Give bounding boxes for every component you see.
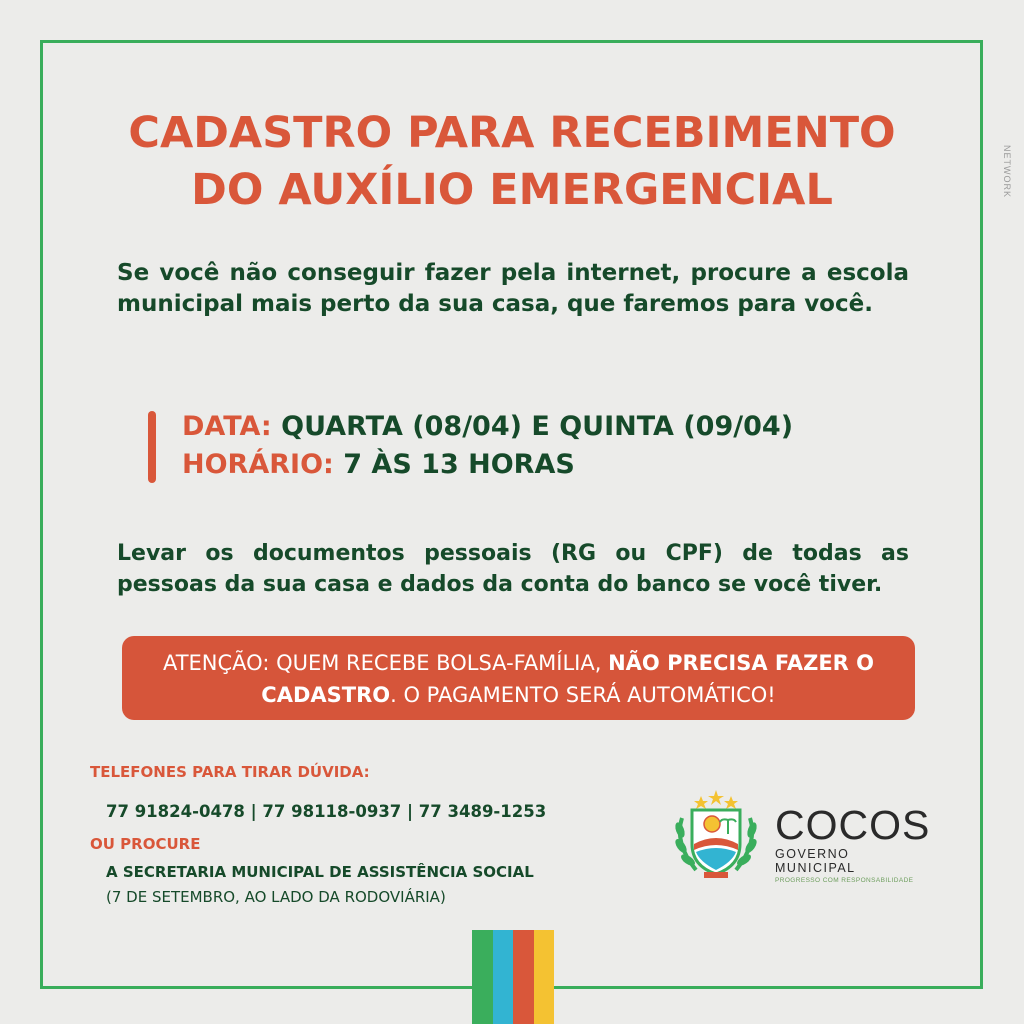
or-heading: OU PROCURE [90,835,201,853]
page-title [0,105,1024,219]
phone-numbers: 77 91824-0478 | 77 98118-0937 | 77 3489-1253 [106,802,547,821]
title-line-2: DO AUXÍLIO EMERGENCIAL [191,165,833,215]
date-value: QUARTA (08/04) E QUINTA (09/04) [281,411,794,442]
office-address: (7 DE SETEMBRO, AO LADO DA RODOVIÁRIA) [106,888,446,906]
alert-part-3: . O PAGAMENTO SERÁ AUTOMÁTICO! [390,683,776,707]
time-label: HORÁRIO: [182,449,334,480]
stripe-blue [493,930,514,1024]
logo-subtitle: GOVERNO MUNICIPAL [775,847,856,875]
schedule-accent-bar [148,411,156,483]
alert-part-1: ATENÇÃO: QUEM RECEBE BOLSA-FAMÍLIA, [162,651,602,675]
stripe-yellow [534,930,555,1024]
date-label: DATA: [182,411,272,442]
stripe-red [513,930,534,1024]
alert-part-2: NÃO PRECISA FAZER O CADASTRO [261,651,875,707]
phones-heading: TELEFONES PARA TIRAR DÚVIDA: [90,763,370,781]
office-name: A SECRETARIA MUNICIPAL DE ASSISTÊNCIA SOCIAL [106,863,534,881]
title-line-1: CADASTRO PARA RECEBIMENTO [128,108,896,158]
logo-name: COCOS [775,802,931,848]
side-watermark: NETWORK [1002,145,1012,198]
date-line [182,409,793,445]
crest-icon [668,788,764,882]
cocos-logo [775,802,931,884]
attention-banner [122,636,915,720]
stripe-green [472,930,493,1024]
time-value: 7 ÀS 13 HORAS [343,449,575,480]
logo-slogan: PROGRESSO COM RESPONSABILIDADE [775,877,914,884]
documents-text: Levar os documentos pessoais (RG ou CPF) de todas as pessoas da sua casa e dados da conta do banco se você tiver. [117,541,909,597]
intro-text: Se você não conseguir fazer pela internet, procure a escola municipal mais perto da sua casa, que faremos para você. [117,260,909,317]
time-line [182,447,575,483]
color-stripes [472,930,554,1024]
